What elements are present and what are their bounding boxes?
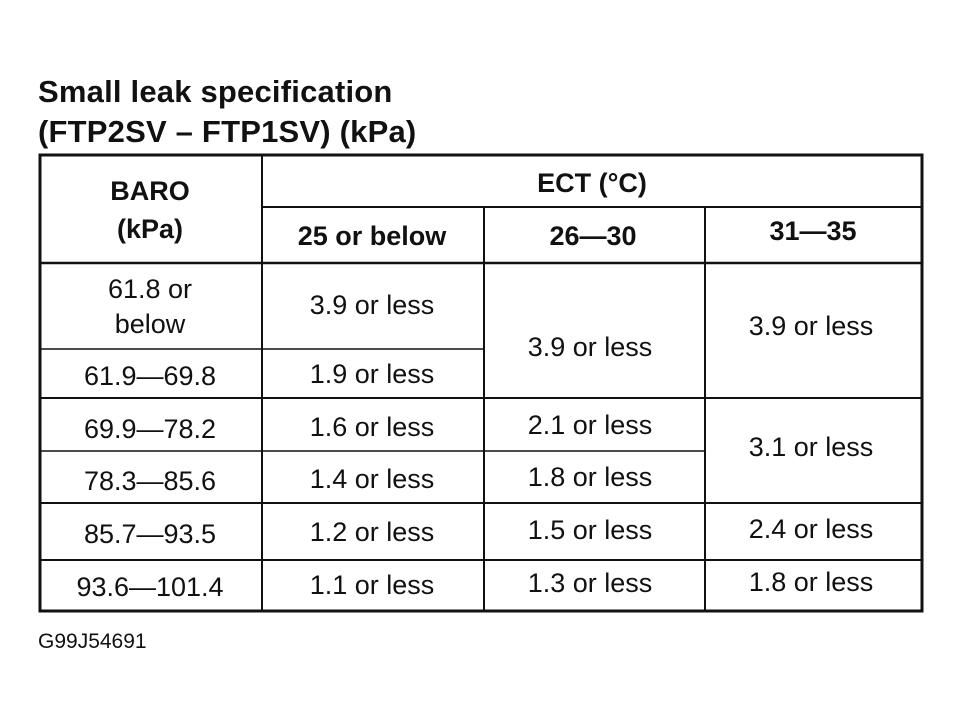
baro-row-2: 61.9—69.8 xyxy=(83,361,217,391)
cell-25-row-2: 1.9 or less xyxy=(309,359,435,389)
cell-26-30-row-4: 1.8 or less xyxy=(527,462,653,492)
ect-col-25-below: 25 or below xyxy=(297,221,447,251)
cell-25-row-5: 1.2 or less xyxy=(309,517,435,547)
cell-25-row-3: 1.6 or less xyxy=(309,412,435,442)
baro-row-3: 69.9—78.2 xyxy=(83,414,217,444)
ect-col-31-35: 31—35 xyxy=(769,216,857,246)
figure-code: G99J54691 xyxy=(38,630,147,653)
baro-header: BARO xyxy=(110,176,190,206)
cell-31-35-row-5: 2.4 or less xyxy=(748,514,874,544)
cell-31-35-rows-1-2: 3.9 or less xyxy=(748,311,874,341)
baro-row-4: 78.3—85.6 xyxy=(83,466,217,496)
cell-25-row-4: 1.4 or less xyxy=(309,464,435,494)
ect-header: ECT (°C) xyxy=(537,168,647,198)
cell-26-30-row-3: 2.1 or less xyxy=(527,410,653,440)
baro-row-1-line1: 61.8 or xyxy=(107,274,193,304)
cell-26-30-row-5: 1.5 or less xyxy=(527,515,653,545)
cell-25-row-1: 3.9 or less xyxy=(309,290,435,320)
baro-unit-header: (kPa) xyxy=(116,214,184,244)
cell-26-30-rows-1-2: 3.9 or less xyxy=(527,332,653,362)
table-title-line2: (FTP2SV – FTP1SV) (kPa) xyxy=(38,114,417,149)
baro-row-5: 85.7—93.5 xyxy=(83,519,217,549)
table-title-line1: Small leak specification xyxy=(38,74,393,109)
cell-25-row-6: 1.1 or less xyxy=(309,570,435,600)
baro-row-1-line2: below xyxy=(114,309,186,339)
cell-31-35-rows-3-4: 3.1 or less xyxy=(748,432,874,462)
cell-31-35-row-6: 1.8 or less xyxy=(748,567,874,597)
baro-row-6: 93.6—101.4 xyxy=(76,572,224,602)
ect-col-26-30: 26—30 xyxy=(549,221,637,251)
cell-26-30-row-6: 1.3 or less xyxy=(527,568,653,598)
